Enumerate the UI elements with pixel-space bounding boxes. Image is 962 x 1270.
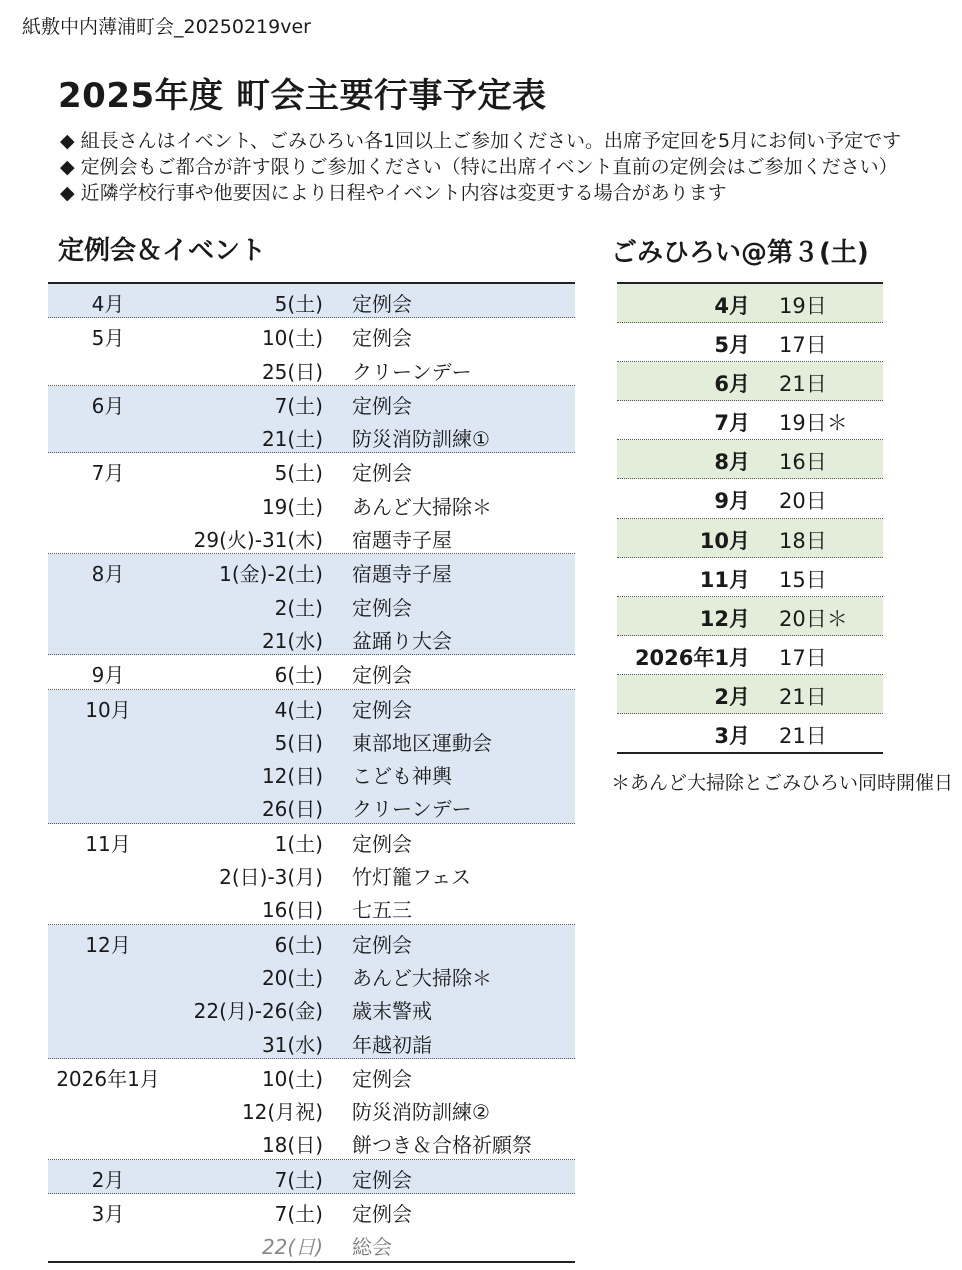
page-title: 2025年度 町会主要行事予定表 xyxy=(58,76,547,116)
event-date: 22(月)-26(金) xyxy=(193,999,323,1024)
month-group xyxy=(48,318,575,386)
event-date: 31(水) xyxy=(261,1032,323,1057)
gomi-day: 21日 xyxy=(779,372,827,397)
event-name: 定例会 xyxy=(352,393,412,418)
gomi-row xyxy=(617,675,883,714)
month-group xyxy=(48,824,575,925)
event-row xyxy=(48,554,575,587)
note-item: ◆ 近隣学校行事や他要因により日程やイベント内容は変更する場合があります xyxy=(60,182,727,204)
event-row xyxy=(48,1227,575,1260)
event-name: 定例会 xyxy=(352,697,412,722)
event-month: 9月 xyxy=(91,663,125,688)
month-group xyxy=(48,554,575,655)
event-row xyxy=(48,1160,575,1193)
event-date: 20(土) xyxy=(261,965,323,990)
event-row xyxy=(48,890,575,923)
event-name: 東部地区運動会 xyxy=(352,730,492,755)
event-date: 29(火)-31(木) xyxy=(193,528,323,553)
month-group xyxy=(48,284,575,318)
event-name: あんど大掃除＊ xyxy=(352,965,492,990)
event-date: 5(土) xyxy=(274,461,323,486)
event-month: 10月 xyxy=(85,697,131,722)
month-group xyxy=(48,925,575,1059)
gomi-row xyxy=(617,362,883,401)
event-name: 防災消防訓練① xyxy=(352,427,490,452)
gomi-day: 20日 xyxy=(779,489,827,514)
gomi-day: 18日 xyxy=(779,528,827,553)
event-name: 竹灯籠フェス xyxy=(352,865,471,890)
event-name: 定例会 xyxy=(352,831,412,856)
note-item: ◆ 定例会もご都合が許す限りご参加ください（特に出席イベント直前の定例会はご参加ください） xyxy=(60,156,898,178)
event-date: 18(日) xyxy=(261,1133,323,1158)
event-row xyxy=(48,419,575,452)
event-month: 11月 xyxy=(85,831,131,856)
event-row xyxy=(48,386,575,419)
event-date: 5(日) xyxy=(274,730,323,755)
event-month: 4月 xyxy=(91,292,125,316)
event-name: クリーンデー xyxy=(352,797,472,822)
gomi-month: 9月 xyxy=(714,489,750,514)
gomi-row xyxy=(617,323,883,362)
event-date: 7(土) xyxy=(274,393,323,418)
month-group xyxy=(48,655,575,689)
note-item: ◆ 組長さんはイベント、ごみひろい各1回以上ご参加ください。出席予定回を5月にお伺い予定です xyxy=(60,130,902,152)
gomi-month: 8月 xyxy=(714,450,750,475)
event-month: 2月 xyxy=(91,1167,125,1192)
event-row xyxy=(48,318,575,351)
event-name: 宿題寺子屋 xyxy=(352,528,452,553)
event-name: 定例会 xyxy=(352,1167,412,1192)
event-name: 盆踊り大会 xyxy=(352,628,452,653)
event-month: 2026年1月 xyxy=(56,1066,160,1091)
event-name: 定例会 xyxy=(352,326,412,351)
gomi-day: 17日 xyxy=(779,333,827,358)
event-month: 3月 xyxy=(91,1202,125,1227)
month-group xyxy=(48,453,575,554)
event-row xyxy=(48,588,575,621)
event-date: 16(日) xyxy=(261,898,323,923)
event-row xyxy=(48,1092,575,1125)
event-name: 定例会 xyxy=(352,1066,412,1091)
event-name: 宿題寺子屋 xyxy=(352,562,452,587)
event-date: 7(土) xyxy=(274,1167,323,1192)
event-date: 6(土) xyxy=(274,932,323,957)
event-row xyxy=(48,857,575,890)
event-row xyxy=(48,925,575,958)
event-row xyxy=(48,756,575,789)
events-table xyxy=(48,282,575,1263)
month-group xyxy=(48,1160,575,1194)
event-name: あんど大掃除＊ xyxy=(352,494,492,519)
month-group xyxy=(48,1059,575,1160)
gomi-row xyxy=(617,401,883,440)
event-row xyxy=(48,723,575,756)
gomi-day: 15日 xyxy=(779,567,827,592)
gomi-day: 16日 xyxy=(779,450,827,475)
gomi-month: 10月 xyxy=(699,528,750,553)
gomi-day: 21日 xyxy=(779,684,827,709)
event-date: 2(日)-3(月) xyxy=(219,865,323,890)
gomi-heading: ごみひろい@第３(土) xyxy=(611,238,869,268)
month-group xyxy=(48,1194,575,1261)
event-date: 12(月祝) xyxy=(241,1100,323,1125)
event-row xyxy=(48,824,575,857)
event-name: 定例会 xyxy=(352,932,412,957)
event-name: こども神輿 xyxy=(352,764,452,789)
gomi-row xyxy=(617,558,883,597)
event-name: 総会 xyxy=(352,1235,392,1260)
event-row xyxy=(48,352,575,385)
gomi-month: 11月 xyxy=(699,567,750,592)
event-name: 定例会 xyxy=(352,663,412,688)
event-date: 21(土) xyxy=(261,427,323,452)
footnote: ＊あんど大掃除とごみひろい同時開催日 xyxy=(611,772,954,794)
event-row xyxy=(48,1194,575,1227)
event-date: 25(日) xyxy=(261,359,323,384)
event-row xyxy=(48,1125,575,1158)
event-date: 6(土) xyxy=(274,663,323,688)
events-heading: 定例会＆イベント xyxy=(58,236,267,266)
event-name: 定例会 xyxy=(352,292,412,316)
event-month: 8月 xyxy=(91,562,125,587)
event-date: 12(日) xyxy=(261,764,323,789)
event-row xyxy=(48,789,575,822)
notes-list xyxy=(60,128,901,206)
event-row xyxy=(48,958,575,991)
event-name: 定例会 xyxy=(352,461,412,486)
event-name: 防災消防訓練② xyxy=(352,1100,490,1125)
event-date: 19(土) xyxy=(261,494,323,519)
event-row xyxy=(48,1059,575,1092)
event-month: 12月 xyxy=(85,932,131,957)
event-date: 21(水) xyxy=(261,628,323,653)
gomi-month: 2月 xyxy=(714,684,750,709)
gomi-month: 6月 xyxy=(714,372,750,397)
gomi-month: 2026年1月 xyxy=(634,645,750,670)
event-row xyxy=(48,1025,575,1058)
event-date: 4(土) xyxy=(274,697,323,722)
gomi-row xyxy=(617,714,883,752)
event-row xyxy=(48,487,575,520)
event-name: 七五三 xyxy=(352,898,412,923)
event-date: 10(土) xyxy=(261,1066,323,1091)
gomi-row xyxy=(617,440,883,479)
gomi-day: 20日＊ xyxy=(779,606,848,631)
event-month: 5月 xyxy=(91,326,125,351)
event-name: 餅つき＆合格祈願祭 xyxy=(352,1133,532,1158)
event-name: クリーンデー xyxy=(352,359,472,384)
event-name: 定例会 xyxy=(352,595,412,620)
gomi-row xyxy=(617,284,883,323)
gomi-day: 19日 xyxy=(779,294,827,318)
event-row xyxy=(48,991,575,1024)
event-row xyxy=(48,453,575,486)
gomi-day: 21日 xyxy=(779,724,827,749)
event-row xyxy=(48,690,575,723)
event-name: 年越初詣 xyxy=(352,1032,432,1057)
event-name: 歳末警戒 xyxy=(352,999,432,1024)
event-month: 6月 xyxy=(91,393,125,418)
gomi-row xyxy=(617,597,883,636)
month-group xyxy=(48,690,575,824)
gomi-table xyxy=(617,282,883,754)
event-month: 7月 xyxy=(91,461,125,486)
event-date: 22(日) xyxy=(261,1235,323,1260)
gomi-row xyxy=(617,519,883,558)
event-date: 1(土) xyxy=(274,831,323,856)
event-row xyxy=(48,655,575,688)
gomi-month: 3月 xyxy=(714,724,750,749)
event-row xyxy=(48,520,575,553)
month-group xyxy=(48,386,575,454)
event-date: 26(日) xyxy=(261,797,323,822)
gomi-row xyxy=(617,479,883,518)
event-row xyxy=(48,284,575,317)
event-date: 7(土) xyxy=(274,1202,323,1227)
event-name: 定例会 xyxy=(352,1202,412,1227)
gomi-month: 7月 xyxy=(714,411,750,436)
event-date: 2(土) xyxy=(274,595,323,620)
gomi-day: 19日＊ xyxy=(779,411,848,436)
gomi-day: 17日 xyxy=(779,645,827,670)
gomi-month: 12月 xyxy=(699,606,750,631)
gomi-row xyxy=(617,636,883,675)
event-row xyxy=(48,621,575,654)
version-label: 紙敷中内薄浦町会_20250219ver xyxy=(22,16,311,38)
event-date: 10(土) xyxy=(261,326,323,351)
event-date: 5(土) xyxy=(274,292,323,316)
event-date: 1(金)-2(土) xyxy=(219,562,323,587)
gomi-month: 5月 xyxy=(714,333,750,358)
gomi-month: 4月 xyxy=(714,294,750,318)
